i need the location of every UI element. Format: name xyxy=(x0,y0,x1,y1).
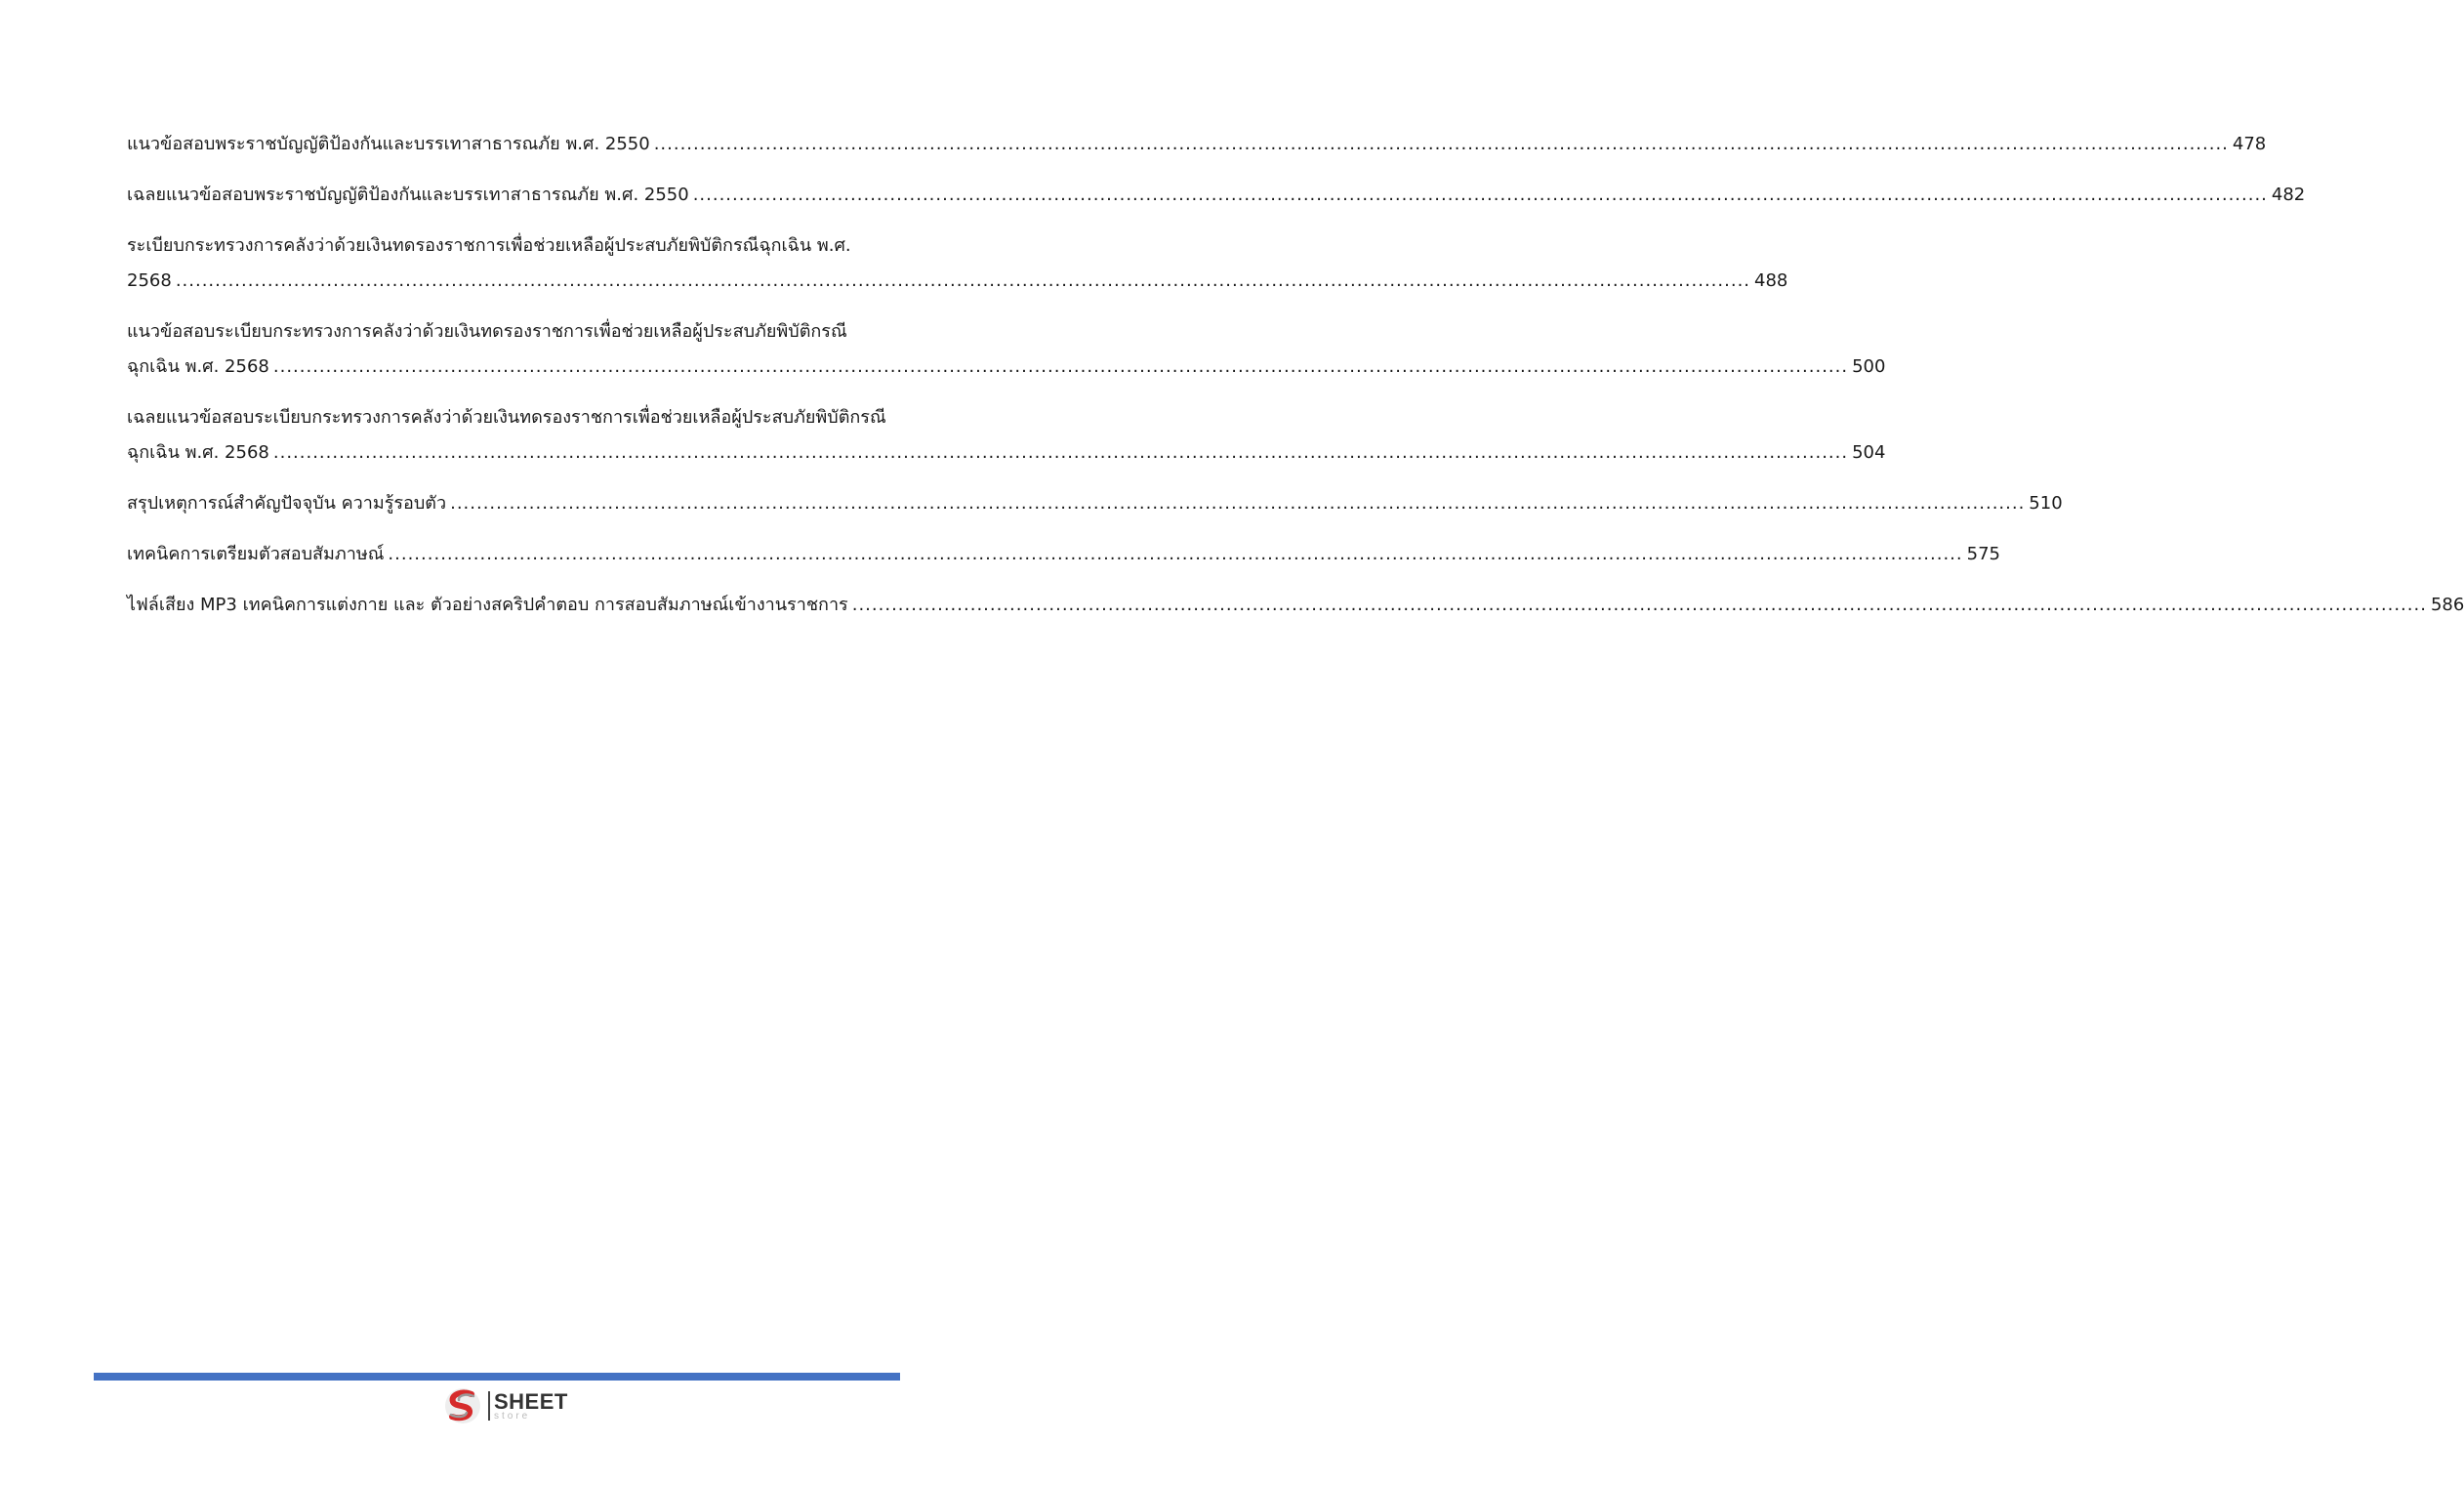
toc-page-number: 500 xyxy=(1852,356,1886,377)
toc-entry[interactable] xyxy=(127,400,1886,471)
logo-brand-text: SHEET xyxy=(494,1388,568,1414)
toc-dot-leader xyxy=(852,588,2427,623)
footer-logo xyxy=(441,1384,568,1427)
toc-entry-line xyxy=(127,350,1886,385)
toc-dot-leader xyxy=(273,350,1848,385)
toc-page-number: 575 xyxy=(1966,544,2000,564)
toc-entry-title: ไฟล์เสียง MP3 เทคนิคการแต่งกาย และ ตัวอย่างสคริปคำตอบ การสอบสัมภาษณ์เข้างานราชการ xyxy=(127,595,848,615)
toc-entry-title: แนวข้อสอบพระราชบัญญัติป้องกันและบรรเทาสาธารณภัย พ.ศ. 2550 xyxy=(127,134,650,154)
toc-page-number: 482 xyxy=(2271,185,2306,205)
toc-dot-leader xyxy=(176,264,1750,299)
toc-dot-leader xyxy=(654,127,2229,162)
toc-entry-line xyxy=(127,588,2464,623)
toc-entry-title: ฉุกเฉิน พ.ศ. 2568 xyxy=(127,356,269,377)
toc-entry-line xyxy=(127,127,2267,162)
sheet-store-s-logo-icon xyxy=(441,1384,484,1427)
toc-entry-line xyxy=(127,537,2000,572)
toc-entry-title-first-line: เฉลยแนวข้อสอบระเบียบกระทรวงการคลังว่าด้วยเงินทดรองราชการเพื่อช่วยเหลือผู้ประสบภัยพิบัติกรณี xyxy=(127,407,886,428)
toc-entry-title: ฉุกเฉิน พ.ศ. 2568 xyxy=(127,442,269,463)
logo-divider xyxy=(488,1391,490,1421)
toc-entry-title: สรุปเหตุการณ์สำคัญปัจจุบัน ความรู้รอบตัว xyxy=(127,493,447,514)
toc-entry-title: เทคนิคการเตรียมตัวสอบสัมภาษณ์ xyxy=(127,544,385,564)
toc-page-number: 510 xyxy=(2029,493,2063,514)
toc-entry-line xyxy=(127,486,2063,521)
toc-entry-title: เฉลยแนวข้อสอบพระราชบัญญัติป้องกันและบรรเทาสาธารณภัย พ.ศ. 2550 xyxy=(127,185,689,205)
toc-entry[interactable] xyxy=(127,537,2000,572)
logo-sub-text: store xyxy=(494,1410,531,1422)
toc-entry-title-first-line: แนวข้อสอบระเบียบกระทรวงการคลังว่าด้วยเงินทดรองราชการเพื่อช่วยเหลือผู้ประสบภัยพิบัติกรณี xyxy=(127,321,847,342)
toc-page-number: 478 xyxy=(2232,134,2267,154)
toc-entry-line xyxy=(127,435,1886,471)
footer-divider-bar xyxy=(94,1373,900,1381)
toc-entry-line xyxy=(127,178,2306,213)
table-of-contents xyxy=(127,127,2464,639)
toc-entry[interactable] xyxy=(127,314,1886,385)
toc-entry[interactable] xyxy=(127,228,1788,299)
toc-entry-title-first-line: ระเบียบกระทรวงการคลังว่าด้วยเงินทดรองราชการเพื่อช่วยเหลือผู้ประสบภัยพิบัติกรณีฉุกเฉิน พ.ศ. xyxy=(127,235,851,256)
toc-dot-leader xyxy=(693,178,2268,213)
toc-dot-leader xyxy=(273,435,1848,471)
logo-wordmark xyxy=(494,1388,568,1422)
toc-entry[interactable] xyxy=(127,178,2306,213)
toc-page-number: 586 xyxy=(2430,595,2464,615)
toc-entry[interactable] xyxy=(127,588,2464,623)
toc-entry-line xyxy=(127,264,1788,299)
toc-dot-leader xyxy=(388,537,1962,572)
toc-entry[interactable] xyxy=(127,486,2063,521)
toc-entry-title: 2568 xyxy=(127,270,172,291)
toc-page-number: 488 xyxy=(1754,270,1788,291)
toc-entry[interactable] xyxy=(127,127,2267,162)
toc-dot-leader xyxy=(450,486,2025,521)
toc-page-number: 504 xyxy=(1852,442,1886,463)
